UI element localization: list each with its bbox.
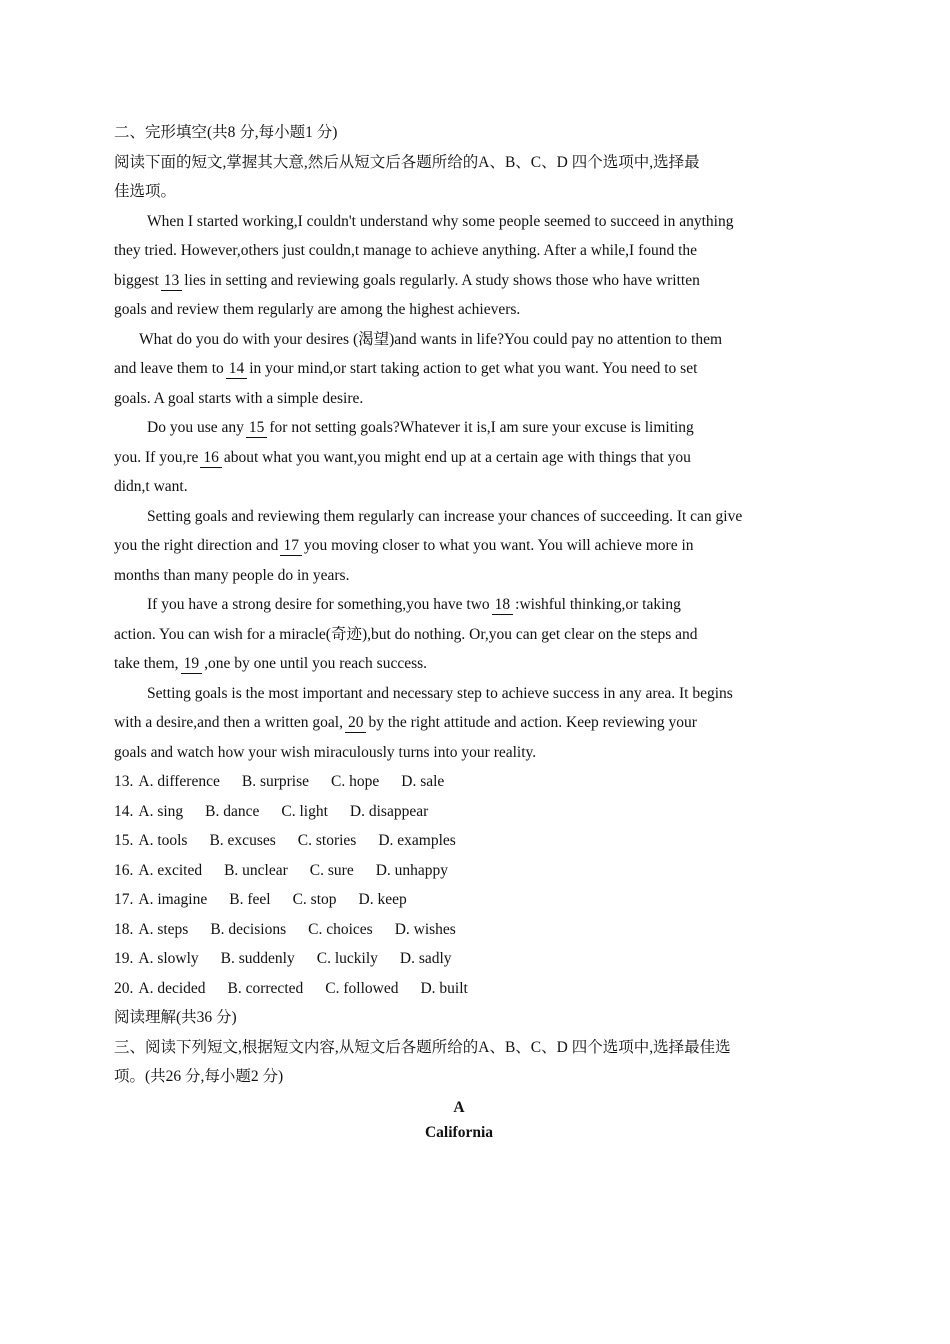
text-fragment: about what you want,you might end up at a certain age with things that you [223, 448, 691, 466]
passage-line: When I started working,I couldn't understand why some people seemed to succeed in anything [147, 212, 734, 230]
passage-line [114, 531, 804, 561]
passage-line [114, 590, 804, 620]
passage-line: months than many people do in years. [114, 566, 350, 584]
text-fragment: you. If you,re [114, 448, 199, 466]
option-d: D. sale [401, 773, 445, 790]
passage-line [114, 266, 804, 296]
option-a: A. excited [138, 861, 203, 879]
option-d: D. wishes [394, 920, 456, 938]
option-a: A. tools [138, 832, 188, 849]
option-b: B. dance [205, 802, 260, 820]
passage-line [114, 443, 804, 473]
text-fragment: biggest [114, 271, 159, 289]
option-c: C. choices [308, 920, 373, 938]
option-a: A. slowly [138, 950, 199, 967]
question-number: 16. [114, 861, 134, 879]
document-page [114, 118, 804, 1145]
option-b: B. excuses [209, 832, 276, 849]
text-fragment: ,one by one until you reach success. [204, 655, 428, 672]
option-a: A. sing [138, 802, 184, 820]
question-row [114, 885, 804, 915]
text-fragment: lies in setting and reviewing goals regularly. A study shows those who have written [184, 271, 700, 289]
question-number: 18. [114, 920, 134, 938]
reading-instruction-cont: 项。(共26 分,每小题2 分) [114, 1068, 284, 1085]
text-fragment: in your mind,or start taking action to get what you want. You need to set [249, 360, 698, 377]
passage-line: action. You can wish for a miracle(奇迹),but do nothing. Or,you can get clear on the steps and [114, 625, 698, 643]
text-fragment: you moving closer to what you want. You will achieve more in [303, 537, 694, 554]
passage-title: California [424, 1123, 494, 1141]
blank-15: 15 [246, 419, 268, 438]
option-b: B. decisions [210, 920, 287, 938]
option-c: C. stories [297, 832, 357, 849]
option-a: A. imagine [138, 891, 208, 908]
passage-line: Setting goals and reviewing them regularly can increase your chances of succeeding. It can give [147, 507, 743, 525]
passage-line [114, 708, 804, 738]
text-fragment: Do you use any [147, 419, 244, 436]
passage-label: A [453, 1098, 465, 1116]
question-row [114, 974, 804, 1004]
question-number: 19. [114, 950, 134, 967]
option-b: B. suddenly [220, 950, 295, 967]
text-fragment: for not setting goals?Whatever it is,I am sure your excuse is limiting [269, 419, 694, 436]
option-a: A. decided [138, 979, 206, 997]
text-fragment: and leave them to [114, 360, 224, 377]
question-number: 15. [114, 832, 134, 849]
passage-line: goals and watch how your wish miraculously turns into your reality. [114, 743, 537, 761]
option-b: B. corrected [227, 979, 304, 997]
question-row [114, 797, 804, 827]
option-d: D. built [420, 979, 468, 997]
option-a: A. steps [138, 920, 189, 938]
question-list [114, 767, 804, 1003]
text-fragment: with a desire,and then a written goal, [114, 714, 343, 731]
question-number: 13. [114, 773, 134, 790]
option-b: B. surprise [241, 773, 310, 790]
question-number: 17. [114, 891, 134, 908]
blank-20: 20 [345, 714, 367, 733]
question-row [114, 915, 804, 945]
passage-line [114, 354, 804, 384]
question-number: 14. [114, 802, 134, 820]
passage-line [114, 413, 804, 443]
passage-line: What do you do with your desires (渴望)and wants in life?You could pay no attention to them [139, 330, 723, 348]
text-fragment: :wishful thinking,or taking [515, 596, 681, 613]
blank-16: 16 [200, 449, 222, 468]
section-instruction: 阅读下面的短文,掌握其大意,然后从短文后各题所给的A、B、C、D 四个选项中,选择最 [114, 153, 700, 171]
reading-heading: 阅读理解(共36 分) [114, 1009, 237, 1026]
option-b: B. unclear [224, 861, 288, 879]
passage-line [114, 649, 804, 679]
option-d: D. sadly [399, 950, 452, 967]
text-fragment: take them, [114, 655, 179, 672]
option-c: C. sure [309, 861, 354, 879]
blank-18: 18 [492, 596, 514, 615]
question-row [114, 826, 804, 856]
option-c: C. stop [292, 891, 337, 908]
option-d: D. disappear [349, 802, 429, 820]
option-b: B. feel [229, 891, 271, 908]
text-fragment: by the right attitude and action. Keep reviewing your [368, 714, 697, 731]
blank-17: 17 [280, 537, 302, 556]
passage-line: they tried. However,others just couldn,t manage to achieve anything. After a while,I found the [114, 242, 698, 259]
question-row [114, 767, 804, 797]
option-c: C. followed [325, 979, 399, 997]
section-heading: 二、完形填空(共8 分,每小题1 分) [114, 124, 338, 141]
option-c: C. luckily [316, 950, 378, 967]
text-fragment: If you have a strong desire for something,you have two [147, 596, 490, 613]
blank-13: 13 [161, 272, 183, 291]
option-c: C. hope [331, 773, 380, 790]
option-d: D. keep [358, 891, 407, 908]
passage-line: goals. A goal starts with a simple desire. [114, 389, 364, 407]
reading-instruction: 三、阅读下列短文,根据短文内容,从短文后各题所给的A、B、C、D 四个选项中,选择最佳选 [114, 1038, 731, 1056]
blank-19: 19 [181, 655, 203, 674]
passage-line: goals and review them regularly are among the highest achievers. [114, 301, 521, 318]
question-row [114, 856, 804, 886]
passage-line: didn,t want. [114, 478, 188, 495]
option-c: C. light [281, 802, 328, 820]
blank-14: 14 [226, 360, 248, 379]
text-fragment: you the right direction and [114, 537, 279, 554]
section-instruction-cont: 佳选项。 [114, 183, 177, 200]
passage-line: Setting goals is the most important and necessary step to achieve success in any area. It begins [147, 684, 733, 702]
question-number: 20. [114, 979, 134, 997]
option-d: D. unhappy [375, 861, 449, 879]
question-row [114, 944, 804, 974]
option-d: D. examples [378, 832, 456, 849]
option-a: A. difference [138, 773, 220, 790]
